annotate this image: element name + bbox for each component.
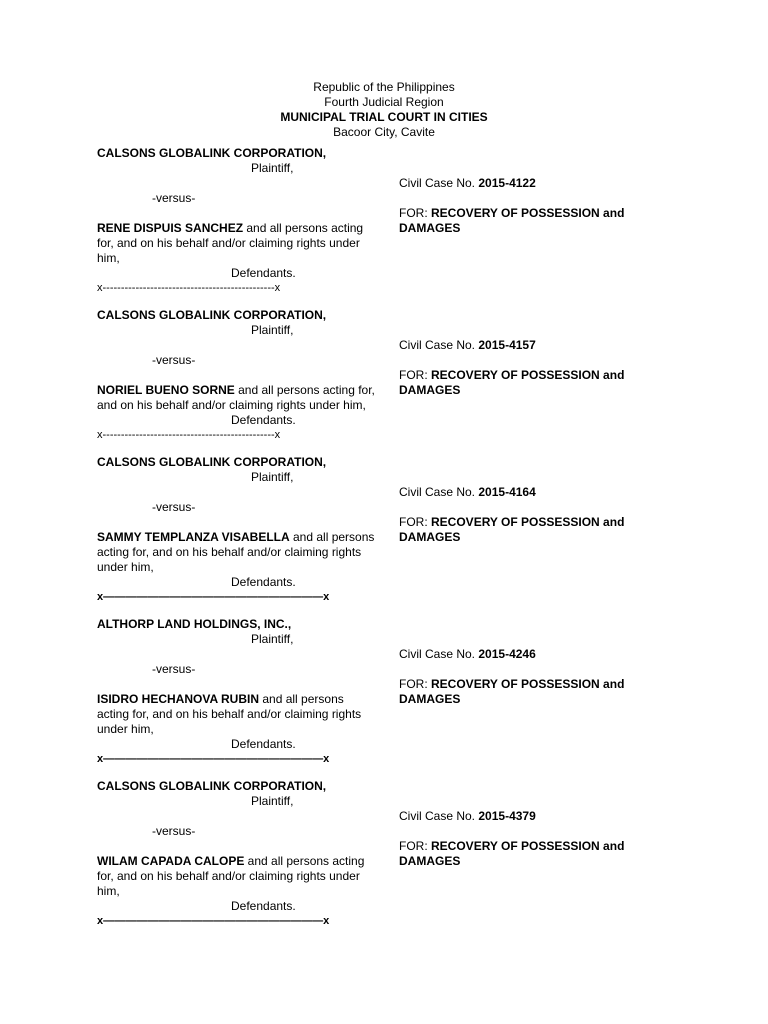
- court-heading: [0, 80, 768, 140]
- heading-city: Bacoor City, Cavite: [333, 125, 435, 139]
- plaintiff-role: Plaintiff,: [251, 632, 294, 646]
- defendant-text: [97, 854, 379, 899]
- caption-separator: x————————————————————x: [97, 591, 330, 603]
- for-prefix: FOR:: [399, 515, 428, 529]
- defendants-role: Defendants.: [231, 575, 296, 589]
- defendants-role: Defendants.: [231, 899, 296, 913]
- plaintiff-name: CALSONS GLOBALINK CORPORATION,: [97, 308, 327, 322]
- defendant-description: and all persons acting for, and on his behalf and/or claiming rights under him,: [97, 383, 375, 412]
- civil-case-number: [399, 338, 536, 353]
- case-block-5: [97, 779, 697, 929]
- case-block-4: [97, 617, 697, 767]
- case-block-3: [97, 455, 697, 605]
- plaintiff-role: Plaintiff,: [251, 794, 294, 808]
- versus-label: -versus-: [152, 500, 196, 514]
- case-subject: [399, 515, 659, 545]
- civil-case-number: [399, 485, 536, 500]
- case-no-prefix: Civil Case No.: [399, 485, 476, 499]
- caption-separator: x-----------------------------------------------x: [97, 429, 281, 441]
- caption-separator: x-----------------------------------------------x: [97, 282, 281, 294]
- defendant-description: and all persons acting for, and on his behalf and/or claiming rights under him,: [97, 530, 375, 574]
- defendants-role: Defendants.: [231, 266, 296, 280]
- defendant-name: RENE DISPUIS SANCHEZ: [97, 221, 244, 235]
- case-block-2: [97, 308, 697, 458]
- caption-separator: x————————————————————x: [97, 915, 330, 927]
- for-text: RECOVERY OF POSSESSION and DAMAGES: [399, 515, 625, 544]
- for-text: RECOVERY OF POSSESSION and DAMAGES: [399, 677, 625, 706]
- plaintiff-role: Plaintiff,: [251, 323, 294, 337]
- plaintiff-name: CALSONS GLOBALINK CORPORATION,: [97, 455, 327, 469]
- plaintiff-name: ALTHORP LAND HOLDINGS, INC.,: [97, 617, 292, 631]
- case-no-value: 2015-4164: [478, 485, 536, 499]
- versus-label: -versus-: [152, 662, 196, 676]
- defendant-text: [97, 221, 379, 266]
- for-text: RECOVERY OF POSSESSION and DAMAGES: [399, 839, 625, 868]
- for-text: RECOVERY OF POSSESSION and DAMAGES: [399, 368, 625, 397]
- defendant-text: [97, 692, 379, 737]
- for-prefix: FOR:: [399, 677, 428, 691]
- case-block-1: [97, 146, 697, 296]
- defendant-name: SAMMY TEMPLANZA VISABELLA: [97, 530, 290, 544]
- heading-court: MUNICIPAL TRIAL COURT IN CITIES: [280, 110, 488, 124]
- caption-separator: x————————————————————x: [97, 753, 330, 765]
- case-no-value: 2015-4246: [478, 647, 536, 661]
- defendants-role: Defendants.: [231, 413, 296, 427]
- case-subject: [399, 368, 659, 398]
- versus-label: -versus-: [152, 191, 196, 205]
- case-no-value: 2015-4157: [478, 338, 536, 352]
- civil-case-number: [399, 809, 536, 824]
- heading-republic: Republic of the Philippines: [313, 80, 455, 94]
- case-subject: [399, 839, 659, 869]
- defendant-description: and all persons acting for, and on his behalf and/or claiming rights under him,: [97, 854, 365, 898]
- case-subject: [399, 206, 659, 236]
- plaintiff-role: Plaintiff,: [251, 161, 294, 175]
- plaintiff-name: CALSONS GLOBALINK CORPORATION,: [97, 779, 327, 793]
- defendant-description: and all persons acting for, and on his behalf and/or claiming rights under him,: [97, 692, 362, 736]
- case-no-prefix: Civil Case No.: [399, 647, 476, 661]
- defendant-name: WILAM CAPADA CALOPE: [97, 854, 245, 868]
- case-no-value: 2015-4122: [478, 176, 536, 190]
- case-no-value: 2015-4379: [478, 809, 536, 823]
- defendant-name: ISIDRO HECHANOVA RUBIN: [97, 692, 260, 706]
- for-prefix: FOR:: [399, 839, 428, 853]
- plaintiff-role: Plaintiff,: [251, 470, 294, 484]
- case-no-prefix: Civil Case No.: [399, 809, 476, 823]
- plaintiff-name: CALSONS GLOBALINK CORPORATION,: [97, 146, 327, 160]
- defendant-name: NORIEL BUENO SORNE: [97, 383, 235, 397]
- case-no-prefix: Civil Case No.: [399, 176, 476, 190]
- defendant-description: and all persons acting for, and on his behalf and/or claiming rights under him,: [97, 221, 364, 265]
- for-text: RECOVERY OF POSSESSION and DAMAGES: [399, 206, 625, 235]
- defendant-text: [97, 383, 379, 413]
- for-prefix: FOR:: [399, 206, 428, 220]
- versus-label: -versus-: [152, 353, 196, 367]
- case-subject: [399, 677, 659, 707]
- civil-case-number: [399, 176, 536, 191]
- case-no-prefix: Civil Case No.: [399, 338, 476, 352]
- civil-case-number: [399, 647, 536, 662]
- defendant-text: [97, 530, 379, 575]
- for-prefix: FOR:: [399, 368, 428, 382]
- defendants-role: Defendants.: [231, 737, 296, 751]
- versus-label: -versus-: [152, 824, 196, 838]
- heading-region: Fourth Judicial Region: [324, 95, 444, 109]
